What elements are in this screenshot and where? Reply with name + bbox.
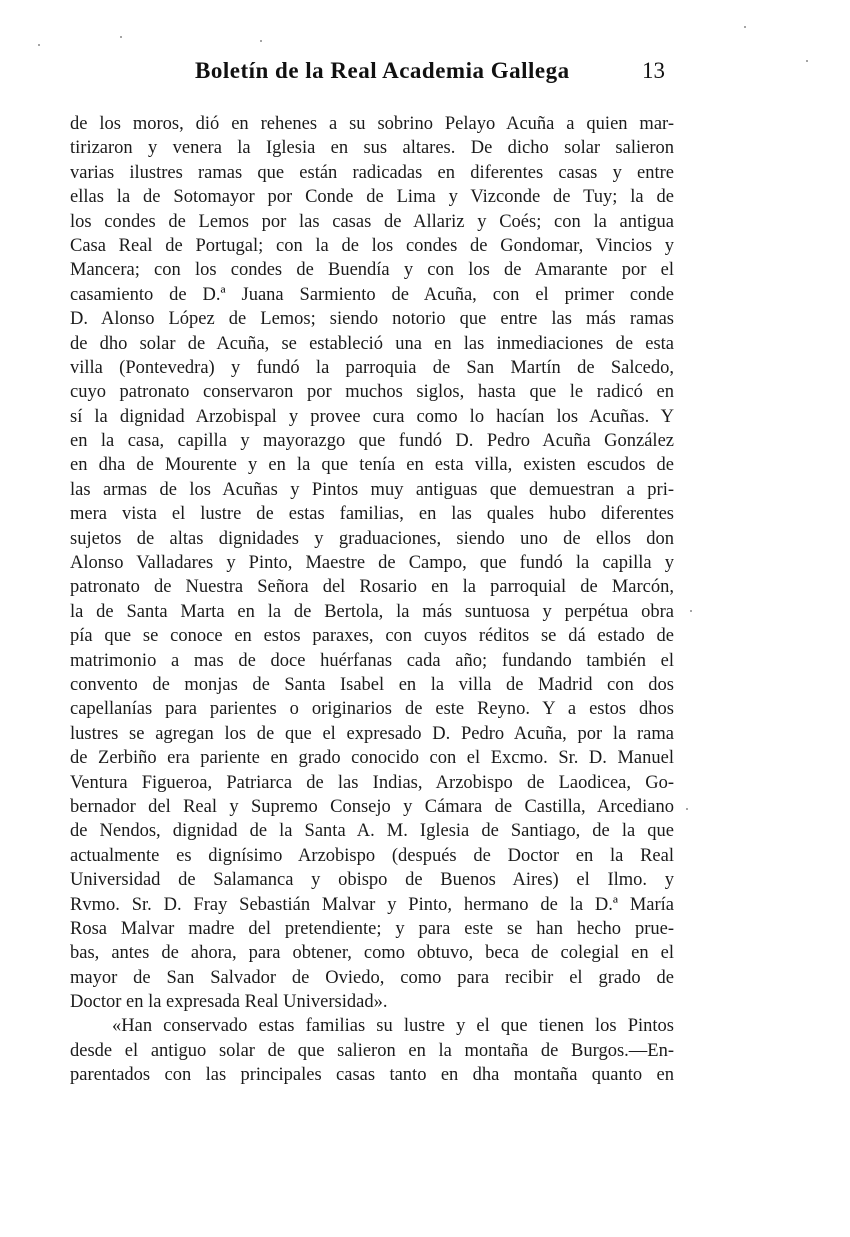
print-speck [38, 44, 40, 46]
text-line: parentados con las principales casas tanto en dha montaña quanto en [70, 1065, 674, 1086]
text-line: tirizaron y venera la Iglesia en sus altares. De dicho solar salieron [70, 138, 674, 159]
text-line: de Zerbiño era pariente en grado conocido con el Excmo. Sr. D. Manuel [70, 748, 674, 769]
text-line: Ventura Figueroa, Patriarca de las Indias, Arzobispo de Laodicea, Go- [70, 772, 674, 793]
text-line: sujetos de altas dignidades y graduaciones, siendo uno de ellos don [70, 528, 674, 549]
text-line: casamiento de D.ª Juana Sarmiento de Acuña, con el primer conde [70, 284, 674, 305]
text-line: actualmente es dignísimo Arzobispo (después de Doctor en la Real [70, 845, 674, 866]
text-line: de Nendos, dignidad de la Santa A. M. Iglesia de Santiago, de la que [70, 821, 674, 842]
text-line: Alonso Valladares y Pinto, Maestre de Campo, que fundó la capilla y [70, 553, 674, 574]
text-line: los condes de Lemos por las casas de Allariz y Coés; con la antigua [70, 211, 674, 232]
text-line: «Han conservado estas familias su lustre y el que tienen los Pintos [112, 1016, 674, 1037]
text-line: sí la dignidad Arzobispal y provee cura como lo hacían los Acuñas. Y [70, 406, 674, 427]
text-line: lustres se agregan los de que el expresado D. Pedro Acuña, por la rama [70, 723, 674, 744]
text-line: de dho solar de Acuña, se estableció una en las inmediaciones de esta [70, 333, 674, 354]
text-line: de los moros, dió en rehenes a su sobrino Pelayo Acuña a quien mar- [70, 114, 674, 134]
text-line: ellas la de Sotomayor por Conde de Lima y Vizconde de Tuy; la de [70, 187, 674, 208]
print-speck [744, 26, 746, 28]
text-line: desde el antiguo solar de que salieron en la montaña de Burgos.—En- [70, 1040, 674, 1061]
running-title: Boletín de la Real Academia Gallega [195, 58, 570, 83]
text-line: patronato de Nuestra Señora del Rosario en la parroquial de Marcón, [70, 577, 674, 598]
text-line: en la casa, capilla y mayorazgo que fundó D. Pedro Acuña González [70, 431, 674, 452]
text-line: las armas de los Acuñas y Pintos muy antiguas que demuestran a pri- [70, 479, 674, 500]
text-line: cuyo patronato conservaron por muchos siglos, hasta que le radicó en [70, 382, 674, 403]
text-line: la de Santa Marta en la de Bertola, la más suntuosa y perpétua obra [70, 601, 674, 622]
page-number: 13 [642, 58, 665, 83]
page-header [195, 58, 665, 94]
text-line: matrimonio a mas de doce huérfanas cada año; fundando también el [70, 650, 674, 671]
body-text [70, 112, 674, 1088]
print-speck [260, 40, 262, 42]
text-line: Rvmo. Sr. D. Fray Sebastián Malvar y Pinto, hermano de la D.ª María [70, 894, 674, 915]
text-line: varias ilustres ramas que están radicadas en diferentes casas y entre [70, 162, 674, 183]
text-line: bernador del Real y Supremo Consejo y Cámara de Castilla, Arcediano [70, 796, 674, 817]
text-line: Casa Real de Portugal; con la de los condes de Gondomar, Vincios y [70, 235, 674, 256]
text-line: Rosa Malvar madre del pretendiente; y para este se han hecho prue- [70, 918, 674, 939]
text-line: bas, antes de ahora, para obtener, como obtuvo, beca de colegial en el [70, 943, 674, 964]
text-line: capellanías para parientes o originarios de este Reyno. Y a estos dhos [70, 699, 674, 720]
text-line: Universidad de Salamanca y obispo de Buenos Aires) el Ilmo. y [70, 870, 674, 891]
text-line: en dha de Mourente y en la que tenía en esta villa, existen escudos de [70, 455, 674, 476]
text-line: pía que se conoce en estos paraxes, con cuyos réditos se dá estado de [70, 626, 674, 647]
print-speck [686, 808, 688, 810]
print-speck [806, 60, 808, 62]
text-line: mayor de San Salvador de Oviedo, como para recibir el grado de [70, 967, 674, 988]
text-line: villa (Pontevedra) y fundó la parroquia de San Martín de Salcedo, [70, 357, 674, 378]
print-speck [120, 36, 122, 38]
text-line: Mancera; con los condes de Buendía y con los de Amarante por el [70, 260, 674, 281]
text-line: Doctor en la expresada Real Universidad». [70, 992, 388, 1013]
text-line: convento de monjas de Santa Isabel en la villa de Madrid con dos [70, 674, 674, 695]
text-line: mera vista el lustre de estas familias, en las quales hubo diferentes [70, 504, 674, 525]
print-speck [690, 610, 692, 612]
text-line: D. Alonso López de Lemos; siendo notorio que entre las más ramas [70, 309, 674, 330]
